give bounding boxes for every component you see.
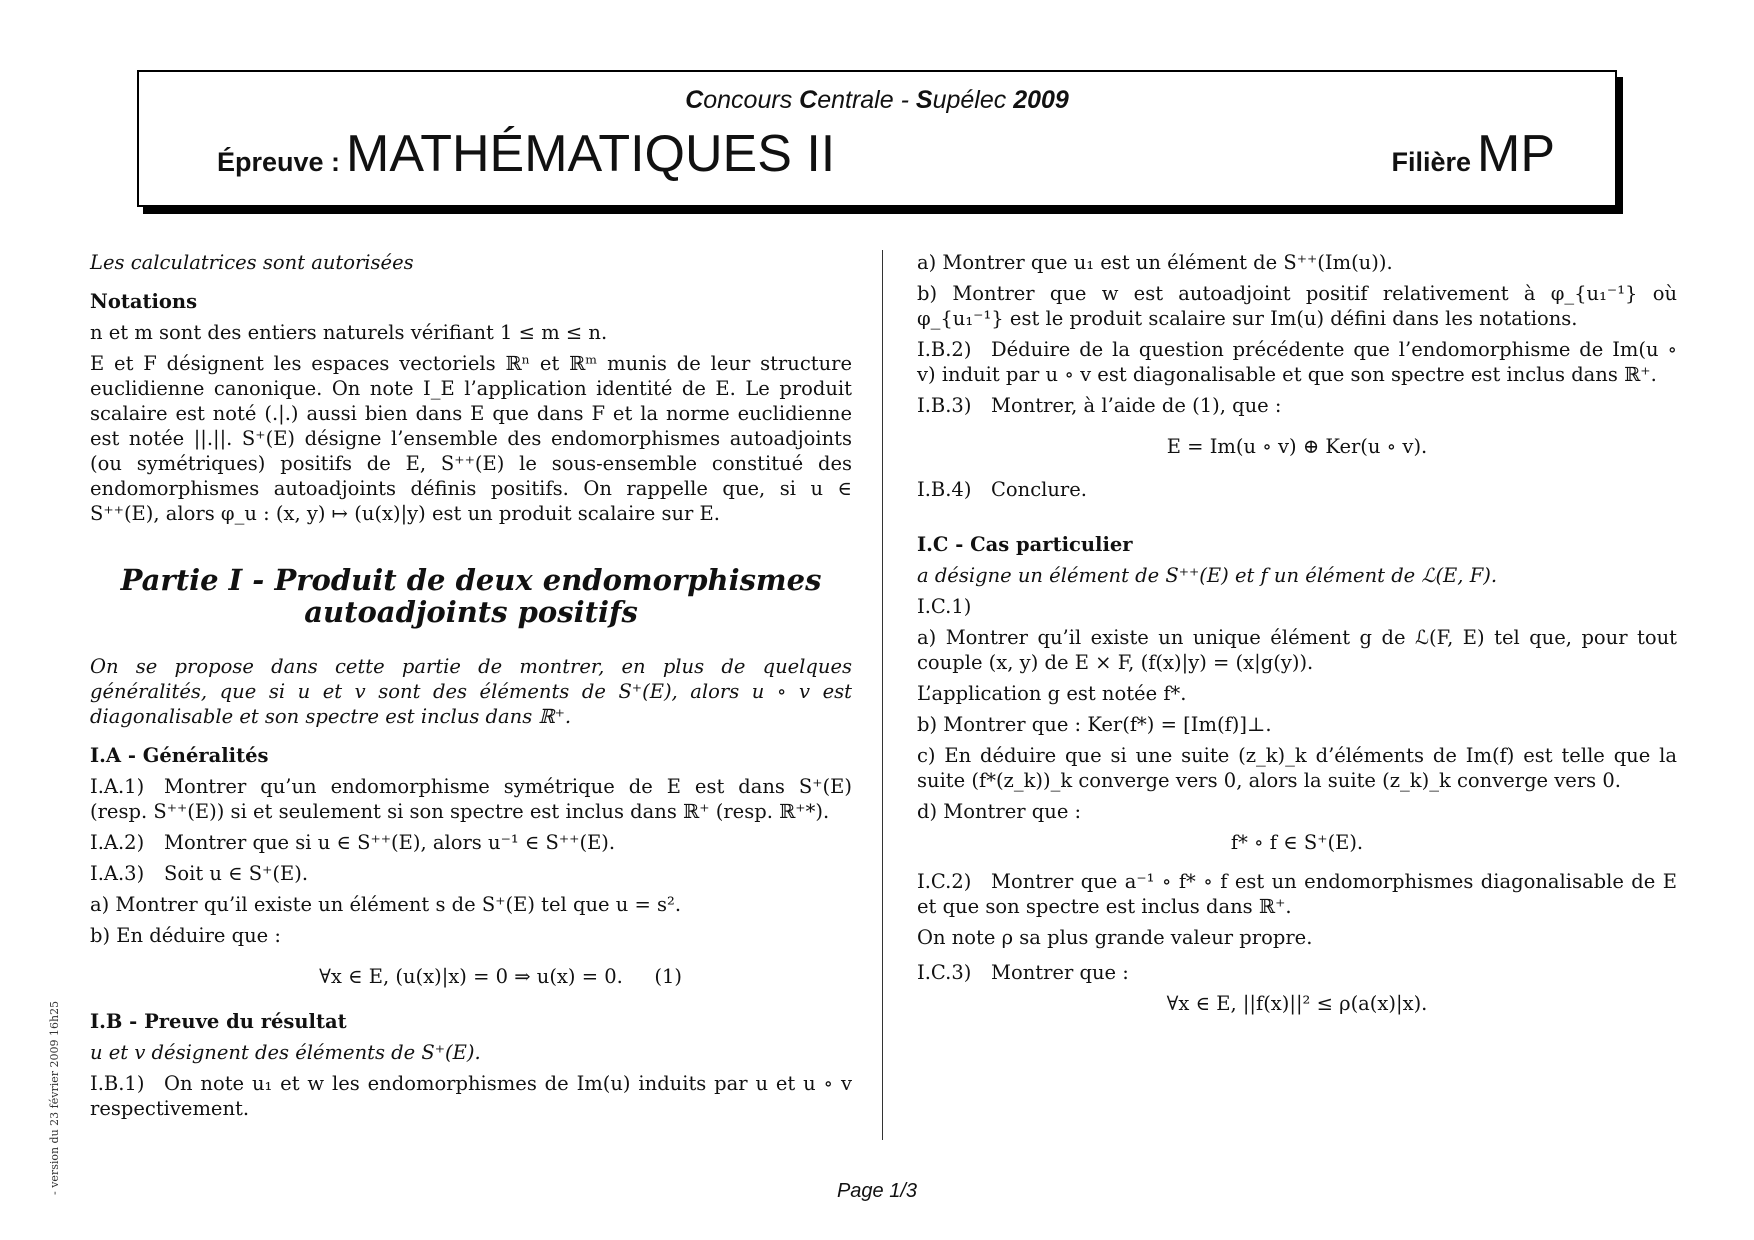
column-divider (882, 250, 883, 1140)
question-IA1: I.A.1) Montrer qu’un endomorphisme symétrique de E est dans S⁺(E) (resp. S⁺⁺(E)) si et seulement si son spectre est inclus dans ℝ⁺ (resp. ℝ⁺*). (90, 775, 852, 823)
page-number: Page 1/3 (836, 1180, 918, 1202)
left-column (90, 250, 852, 1127)
question-IB1b: b) Montrer que w est autoadjoint positif relativement à φ_{u₁⁻¹} où φ_{u₁⁻¹} est le produit scalaire sur Im(u) défini dans les notations. (917, 282, 1677, 330)
section-IB-heading: I.B - Preuve du résultat (90, 1010, 347, 1033)
section-IB-intro: u et v désignent des éléments de S⁺(E). (90, 1041, 481, 1064)
equation-number: (1) (654, 965, 682, 988)
question-IC2: I.C.2) Montrer que a⁻¹ ∘ f* ∘ f est un endomorphismes diagonalisable de E et que son spectre est inclus dans ℝ⁺. (917, 870, 1677, 918)
section-IC-heading: I.C - Cas particulier (917, 533, 1133, 556)
right-column (917, 250, 1677, 1016)
section-IC-intro: a désigne un élément de S⁺⁺(E) et f un élément de ℒ(E, F). (917, 564, 1498, 587)
section-IA-heading: I.A - Généralités (90, 744, 269, 767)
question-IC1-note: L’application g est notée f*. (917, 682, 1187, 705)
part-intro: On se propose dans cette partie de montrer, en plus de quelques généralités, que si u et v sont des éléments de S⁺(E), alors u ∘ v est diagonalisable et son spectre est inclus dans ℝ⁺. (90, 655, 852, 728)
question-IC1c: c) En déduire que si une suite (z_k)_k d’éléments de Im(f) est telle que la suite (f*(z_k))_k converge vers 0, alors la suite (z_k)_k converge vers 0. (917, 744, 1677, 792)
equation-4: ∀x ∈ E, ||f(x)||² ≤ ρ(a(x)|x). (1166, 992, 1428, 1015)
question-IA2: I.A.2) Montrer que si u ∈ S⁺⁺(E), alors u⁻¹ ∈ S⁺⁺(E). (90, 831, 616, 854)
equation-3: f* ∘ f ∈ S⁺(E). (1230, 831, 1364, 854)
calculator-note: Les calculatrices sont autorisées (90, 251, 414, 274)
question-IA3b: b) En déduire que : (90, 924, 281, 947)
epreuve-title: Épreuve : MATHÉMATIQUES II (217, 125, 836, 183)
question-IB3: I.B.3) Montrer, à l’aide de (1), que : (917, 394, 1282, 417)
question-IB4: I.B.4) Conclure. (917, 478, 1087, 501)
question-IC1d: d) Montrer que : (917, 800, 1082, 823)
notations-paragraph-2: E et F désignent les espaces vectoriels ℝⁿ et ℝᵐ munis de leur structure euclidienne canonique. On note I_E l’application identité de E. Le produit scalaire est noté (.|.) aussi bien dans E que dans F et la norme euclidienne est notée ||.||. S⁺(E) désigne l’ensemble des endomorphismes autoadjoints (ou symétriques) positifs de E, S⁺⁺(E) le sous-ensemble constitué des endomorphismes autoadjoints définis positifs. On rappelle que, si u ∈ S⁺⁺(E), alors φ_u : (x, y) ↦ (u(x)|y) est un produit scalaire sur E. (90, 352, 852, 525)
version-sidebar: - version du 23 février 2009 16h25 (48, 1000, 61, 1195)
equation-2: E = Im(u ∘ v) ⊕ Ker(u ∘ v). (1166, 435, 1428, 458)
exam-header (137, 70, 1617, 207)
question-IC3: I.C.3) Montrer que : (917, 961, 1129, 984)
question-IC1a: a) Montrer qu’il existe un unique élément g de ℒ(F, E) tel que, pour tout couple (x, y) de E × F, (f(x)|y) = (x|g(y)). (917, 626, 1677, 674)
question-IA3: I.A.3) Soit u ∈ S⁺(E). (90, 862, 309, 885)
filiere-title: Filière MP (1391, 125, 1555, 183)
question-IB1a: a) Montrer que u₁ est un élément de S⁺⁺(Im(u)). (917, 251, 1393, 274)
question-IC1b: b) Montrer que : Ker(f*) = [Im(f)]⊥. (917, 713, 1272, 736)
equation-1: ∀x ∈ E, (u(x)|x) = 0 ⇒ u(x) = 0. (1) (319, 965, 682, 988)
question-IA3a: a) Montrer qu’il existe un élément s de S⁺(E) tel que u = s². (90, 893, 682, 916)
question-IB1: I.B.1) On note u₁ et w les endomorphismes de Im(u) induits par u et u ∘ v respectivement. (90, 1072, 852, 1120)
notations-heading: Notations (90, 290, 198, 313)
question-IC1-label: I.C.1) (917, 595, 972, 618)
question-IC2-note: On note ρ sa plus grande valeur propre. (917, 926, 1313, 949)
question-IB2: I.B.2) Déduire de la question précédente que l’endomorphisme de Im(u ∘ v) induit par u ∘ v est diagonalisable et que son spectre est inclus dans ℝ⁺. (917, 338, 1677, 386)
contest-title: Concours Centrale - Supélec 2009 (685, 86, 1069, 114)
part-title: Partie I - Produit de deux endomorphismes autoadjoints positifs (120, 563, 822, 629)
notations-paragraph-1: n et m sont des entiers naturels vérifiant 1 ≤ m ≤ n. (90, 321, 608, 344)
